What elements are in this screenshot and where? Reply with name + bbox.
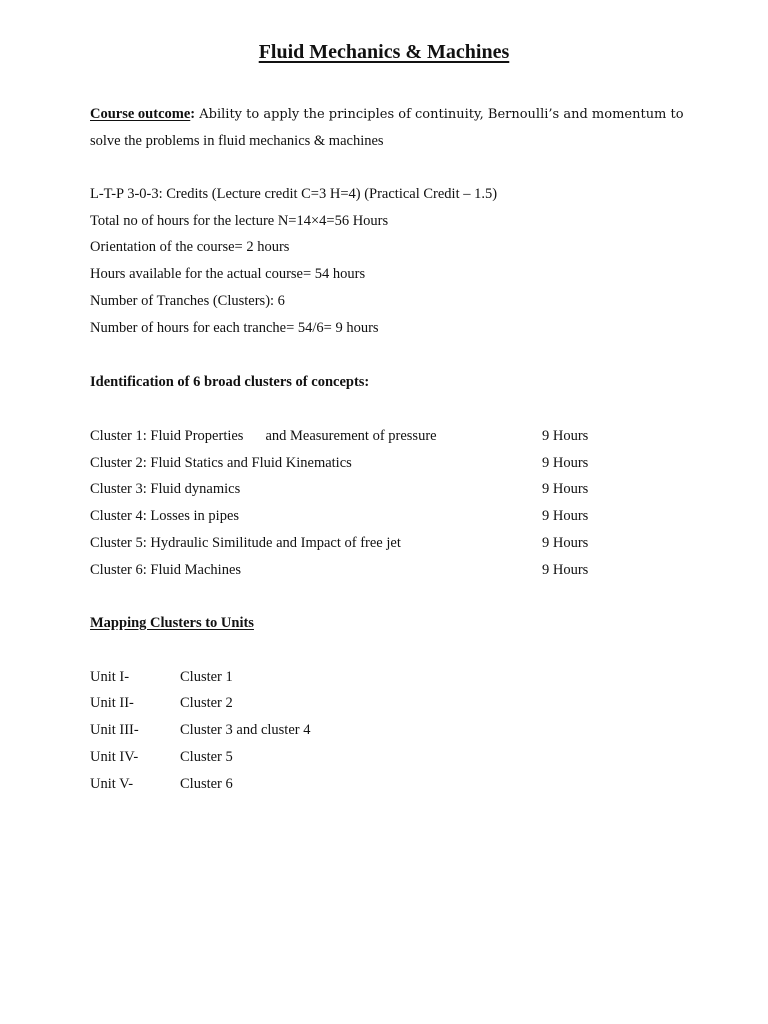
unit-name: Unit I- xyxy=(90,669,130,685)
cluster-name: Cluster 1: Fluid Properties and Measurement of pressure xyxy=(90,428,437,444)
course-outcome-colon: : xyxy=(190,106,196,122)
cluster-row xyxy=(90,534,588,552)
unit-name: Unit V- xyxy=(90,776,134,792)
cluster-hours: 9 Hours xyxy=(542,508,589,524)
course-outcome-text-line2: solve the problems in fluid mechanics & machines xyxy=(90,133,384,149)
orientation-line: Orientation of the course= 2 hours xyxy=(90,239,290,255)
course-outcome-line xyxy=(90,105,684,124)
clusters-heading: Identification of 6 broad clusters of concepts: xyxy=(90,374,370,390)
unit-row xyxy=(90,748,233,766)
unit-row xyxy=(90,668,233,686)
unit-name: Unit IV- xyxy=(90,749,139,765)
cluster-name: Cluster 2: Fluid Statics and Fluid Kinematics xyxy=(90,455,352,471)
cluster-row xyxy=(90,507,588,525)
unit-cluster: Cluster 3 and cluster 4 xyxy=(180,722,311,738)
course-outcome-text: Ability to apply the principles of continuity, Bernoulli’s and momentum to xyxy=(195,107,684,122)
unit-row xyxy=(90,775,233,793)
unit-cluster: Cluster 2 xyxy=(180,695,233,711)
cluster-hours: 9 Hours xyxy=(542,428,589,444)
cluster-name: Cluster 3: Fluid dynamics xyxy=(90,481,241,497)
cluster-hours: 9 Hours xyxy=(542,481,589,497)
tranches-line: Number of Tranches (Clusters): 6 xyxy=(90,293,285,309)
cluster-hours: 9 Hours xyxy=(542,562,589,578)
cluster-hours: 9 Hours xyxy=(542,535,589,551)
cluster-name: Cluster 4: Losses in pipes xyxy=(90,508,240,524)
unit-cluster: Cluster 6 xyxy=(180,776,233,792)
hours-per-tranche-line: Number of hours for each tranche= 54/6= 9 hours xyxy=(90,320,379,336)
unit-name: Unit III- xyxy=(90,722,139,738)
ltp-credits-line: L-T-P 3-0-3: Credits (Lecture credit C=3 H=4) (Practical Credit – 1.5) xyxy=(90,186,498,202)
course-outcome-label: Course outcome xyxy=(90,106,191,122)
cluster-name: Cluster 5: Hydraulic Similitude and Impact of free jet xyxy=(90,535,401,551)
unit-row xyxy=(90,721,310,739)
unit-row xyxy=(90,694,233,712)
cluster-hours: 9 Hours xyxy=(542,455,589,471)
mapping-heading: Mapping Clusters to Units xyxy=(90,615,254,631)
unit-cluster: Cluster 5 xyxy=(180,749,233,765)
available-hours-line: Hours available for the actual course= 54 hours xyxy=(90,266,366,282)
cluster-row xyxy=(90,427,588,445)
cluster-row xyxy=(90,454,588,472)
cluster-row xyxy=(90,480,588,498)
cluster-row xyxy=(90,561,588,579)
total-hours-line: Total no of hours for the lecture N=14×4=56 Hours xyxy=(90,213,389,229)
cluster-name: Cluster 6: Fluid Machines xyxy=(90,562,242,578)
document-title: Fluid Mechanics & Machines xyxy=(258,41,510,63)
unit-name: Unit II- xyxy=(90,695,134,711)
unit-cluster: Cluster 1 xyxy=(180,669,233,685)
